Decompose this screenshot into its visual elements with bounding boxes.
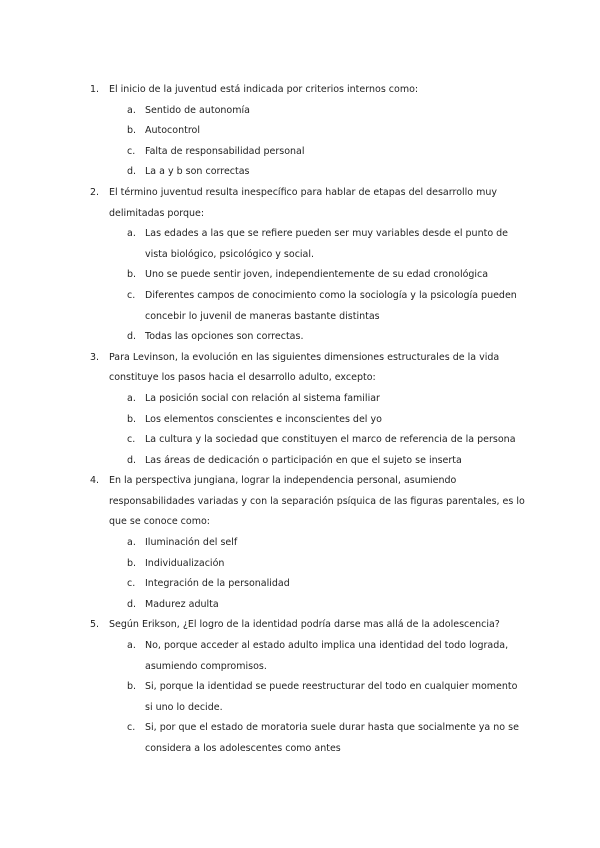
option-text: La posición social con relación al sistema familiar	[145, 392, 380, 404]
question-row	[90, 348, 530, 389]
option-text: Si, por que el estado de moratoria suele durar hasta que socialmente ya no se considera a los adolescentes como antes	[145, 722, 519, 754]
option-letter: b.	[127, 413, 137, 425]
option-item	[127, 121, 530, 142]
question-list	[90, 80, 530, 760]
option-text: La cultura y la sociedad que constituyen el marco de referencia de la persona	[145, 434, 516, 446]
option-item	[127, 162, 530, 183]
option-text: Madurez adulta	[145, 598, 219, 610]
option-item	[127, 595, 530, 616]
question-text: Para Levinson, la evolución en las siguientes dimensiones estructurales de la vida constituye los pasos hacia el desarrollo adulto, excepto:	[109, 351, 500, 384]
option-letter: a.	[127, 228, 136, 240]
option-item	[127, 101, 530, 122]
option-item	[127, 286, 530, 327]
option-item	[127, 636, 530, 677]
option-letter: b.	[127, 125, 137, 137]
question-row	[90, 80, 530, 101]
question-number: 2.	[90, 186, 100, 198]
option-text: Sentido de autonomía	[145, 104, 250, 116]
option-list	[90, 636, 530, 760]
question-item	[90, 348, 530, 472]
question-text: En la perspectiva jungiana, lograr la independencia personal, asumiendo responsabilidades variadas y con la separación psíquica de las figuras parentales, es lo que se conoce como:	[109, 475, 525, 528]
option-text: Iluminación del self	[145, 537, 238, 549]
option-text: Falta de responsabilidad personal	[145, 145, 305, 157]
question-item	[90, 183, 530, 348]
option-item	[127, 430, 530, 451]
question-number: 1.	[90, 84, 100, 95]
option-item	[127, 533, 530, 554]
question-row	[90, 471, 530, 533]
option-item	[127, 451, 530, 472]
option-letter: a.	[127, 537, 136, 549]
option-letter: a.	[127, 104, 136, 116]
option-letter: b.	[127, 681, 137, 693]
option-letter: c.	[127, 722, 136, 734]
option-text: Diferentes campos de conocimiento como la sociología y la psicología pueden concebir lo juvenil de maneras bastante distintas	[145, 289, 517, 322]
option-list	[90, 533, 530, 615]
question-number: 4.	[90, 475, 100, 487]
question-text: El inicio de la juventud está indicada por criterios internos como:	[109, 84, 419, 95]
question-number: 5.	[90, 619, 100, 631]
option-list	[90, 101, 530, 183]
option-text: Las áreas de dedicación o participación en que el sujeto se inserta	[145, 454, 462, 466]
option-letter: c.	[127, 578, 136, 590]
question-item	[90, 615, 530, 759]
question-text: Según Erikson, ¿El logro de la identidad podría darse mas allá de la adolescencia?	[109, 619, 500, 631]
option-letter: d.	[127, 331, 137, 343]
option-item	[127, 327, 530, 348]
option-text: Si, porque la identidad se puede reestructurar del todo en cualquier momento si uno lo decide.	[145, 681, 518, 713]
option-letter: d.	[127, 454, 137, 466]
question-number: 3.	[90, 351, 100, 363]
option-letter: b.	[127, 557, 137, 569]
option-letter: d.	[127, 166, 137, 178]
option-letter: a.	[127, 640, 136, 652]
question-item	[90, 471, 530, 615]
option-letter: c.	[127, 289, 136, 301]
option-text: Individualización	[145, 557, 225, 569]
option-item	[127, 554, 530, 575]
option-list	[90, 389, 530, 471]
option-letter: c.	[127, 145, 136, 157]
option-letter: c.	[127, 434, 136, 446]
option-text: La a y b son correctas	[145, 166, 250, 178]
option-item	[127, 718, 530, 759]
option-text: Uno se puede sentir joven, independientemente de su edad cronológica	[145, 269, 489, 281]
question-row	[90, 615, 530, 636]
option-text: Los elementos conscientes e inconscientes del yo	[145, 413, 382, 425]
question-item	[90, 80, 530, 183]
option-text: Integración de la personalidad	[145, 578, 290, 590]
option-item	[127, 677, 530, 718]
option-list	[90, 224, 530, 348]
option-text: Autocontrol	[145, 125, 200, 137]
question-text: El término juventud resulta inespecífico para hablar de etapas del desarrollo muy delimitadas porque:	[109, 186, 498, 219]
option-text: Las edades a las que se refiere pueden ser muy variables desde el punto de vista biológico, psicológico y social.	[145, 228, 509, 260]
option-item	[127, 265, 530, 286]
option-item	[127, 410, 530, 431]
option-letter: d.	[127, 598, 137, 610]
option-letter: a.	[127, 392, 136, 404]
option-letter: b.	[127, 269, 137, 281]
question-row	[90, 183, 530, 224]
option-text: Todas las opciones son correctas.	[145, 331, 304, 343]
option-item	[127, 574, 530, 595]
option-item	[127, 389, 530, 410]
option-item	[127, 224, 530, 265]
option-text: No, porque acceder al estado adulto implica una identidad del todo lograda, asumiendo compromisos.	[145, 640, 509, 672]
option-item	[127, 142, 530, 163]
